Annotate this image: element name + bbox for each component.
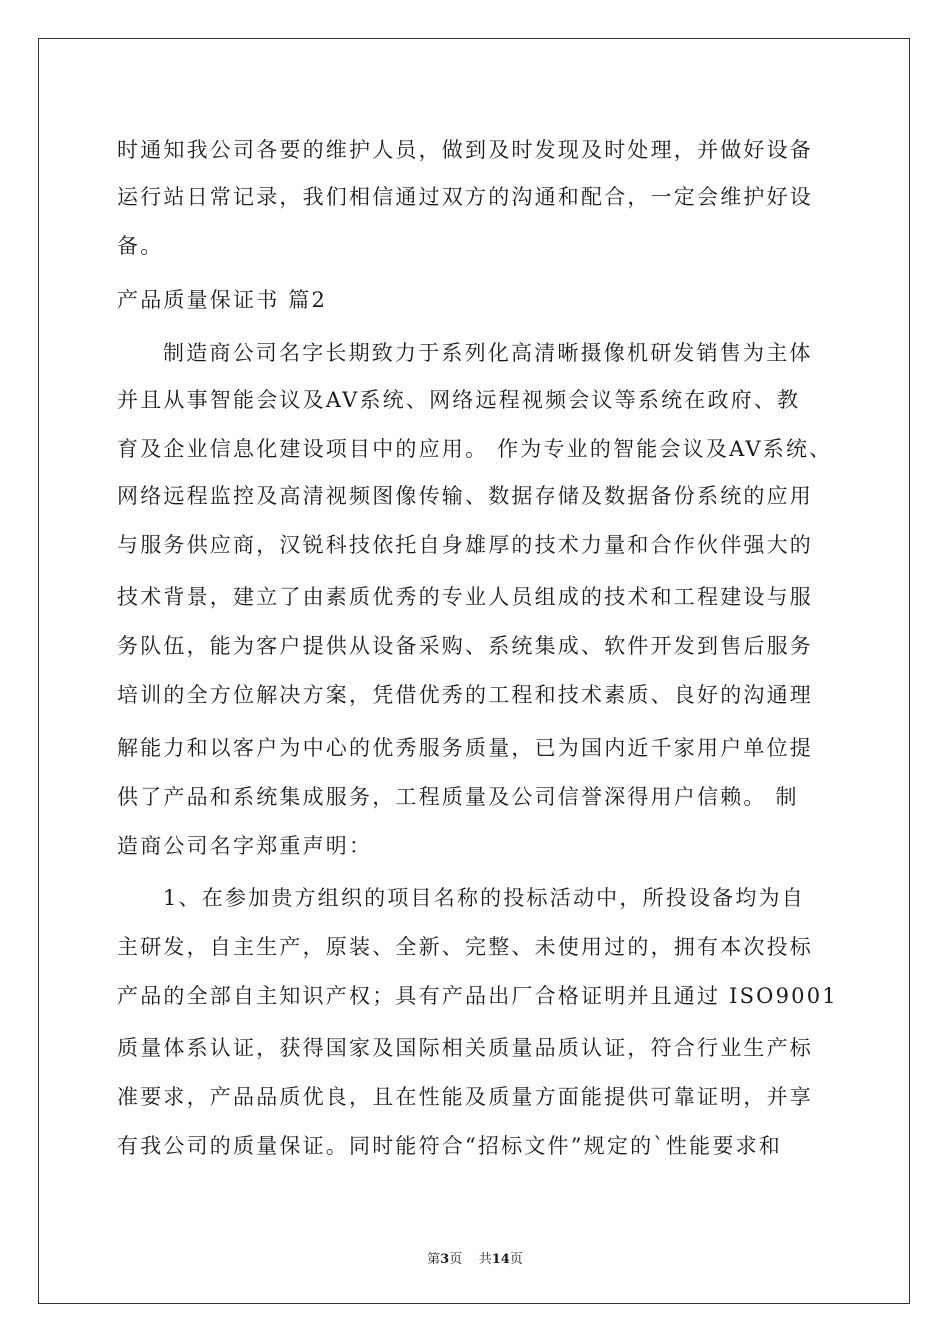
text-line: 有我公司的质量保证。同时能符合“招标文件”规定的`性能要求和 xyxy=(117,1134,782,1158)
text-line: 运行站日常记录，我们相信通过双方的沟通和配合，一定会维护好设 xyxy=(117,185,813,209)
section-heading: 产品质量保证书 篇2 xyxy=(117,288,328,312)
text-line: 1、在参加贵方组织的项目名称的投标活动中，所投设备均为自 xyxy=(163,886,805,910)
text-line: 造商公司名字郑重声明： xyxy=(117,834,373,858)
text-line: 质量体系认证，获得国家及国际相关质量品质认证，符合行业生产标 xyxy=(117,1036,813,1060)
text-line: 供了产品和系统集成服务，工程质量及公司信誉深得用户信赖。 制 xyxy=(117,785,799,809)
current-page-number: 3 xyxy=(440,1252,450,1267)
text-line: 育及企业信息化建设项目中的应用。 作为专业的智能会议及AV系统、 xyxy=(117,437,833,461)
text-line: 时通知我公司各要的维护人员，做到及时发现及时处理，并做好设备 xyxy=(117,138,813,162)
footer-page-suffix: 页 xyxy=(449,1252,463,1267)
text-line: 主研发，自主生产，原装、全新、完整、未使用过的，拥有本次投标 xyxy=(117,935,813,959)
footer-total-suffix: 页 xyxy=(509,1252,523,1267)
text-line: 网络远程监控及高清视频图像传输、数据存储及数据备份系统的应用 xyxy=(117,484,813,508)
text-line: 并且从事智能会议及AV系统、网络远程视频会议等系统在政府、教 xyxy=(117,388,801,412)
text-line: 备。 xyxy=(117,234,164,258)
page-footer xyxy=(0,1248,950,1267)
text-line: 解能力和以客户为中心的优秀服务质量，已为国内近千家用户单位提 xyxy=(117,736,813,760)
text-line: 技术背景，建立了由素质优秀的专业人员组成的技术和工程建设与服 xyxy=(117,585,813,609)
total-page-count: 14 xyxy=(491,1252,510,1267)
text-line: 准要求，产品品质优良，且在性能及质量方面能提供可靠证明，并享 xyxy=(117,1085,813,1109)
text-line: 制造商公司名字长期致力于系列化高清晰摄像机研发销售为主体 xyxy=(163,341,813,365)
footer-prefix: 第 xyxy=(427,1252,441,1267)
page-border xyxy=(38,38,910,1304)
text-line: 培训的全方位解决方案，凭借优秀的工程和技术素质、良好的沟通理 xyxy=(117,683,813,707)
footer-total-prefix: 共 xyxy=(478,1252,492,1267)
text-line: 产品的全部自主知识产权；具有产品出厂合格证明并且通过 ISO9001 xyxy=(117,984,838,1008)
text-line: 务队伍，能为客户提供从设备采购、系统集成、软件开发到售后服务 xyxy=(117,634,813,658)
text-line: 与服务供应商，汉锐科技依托自身雄厚的技术力量和合作伙伴强大的 xyxy=(117,533,813,557)
